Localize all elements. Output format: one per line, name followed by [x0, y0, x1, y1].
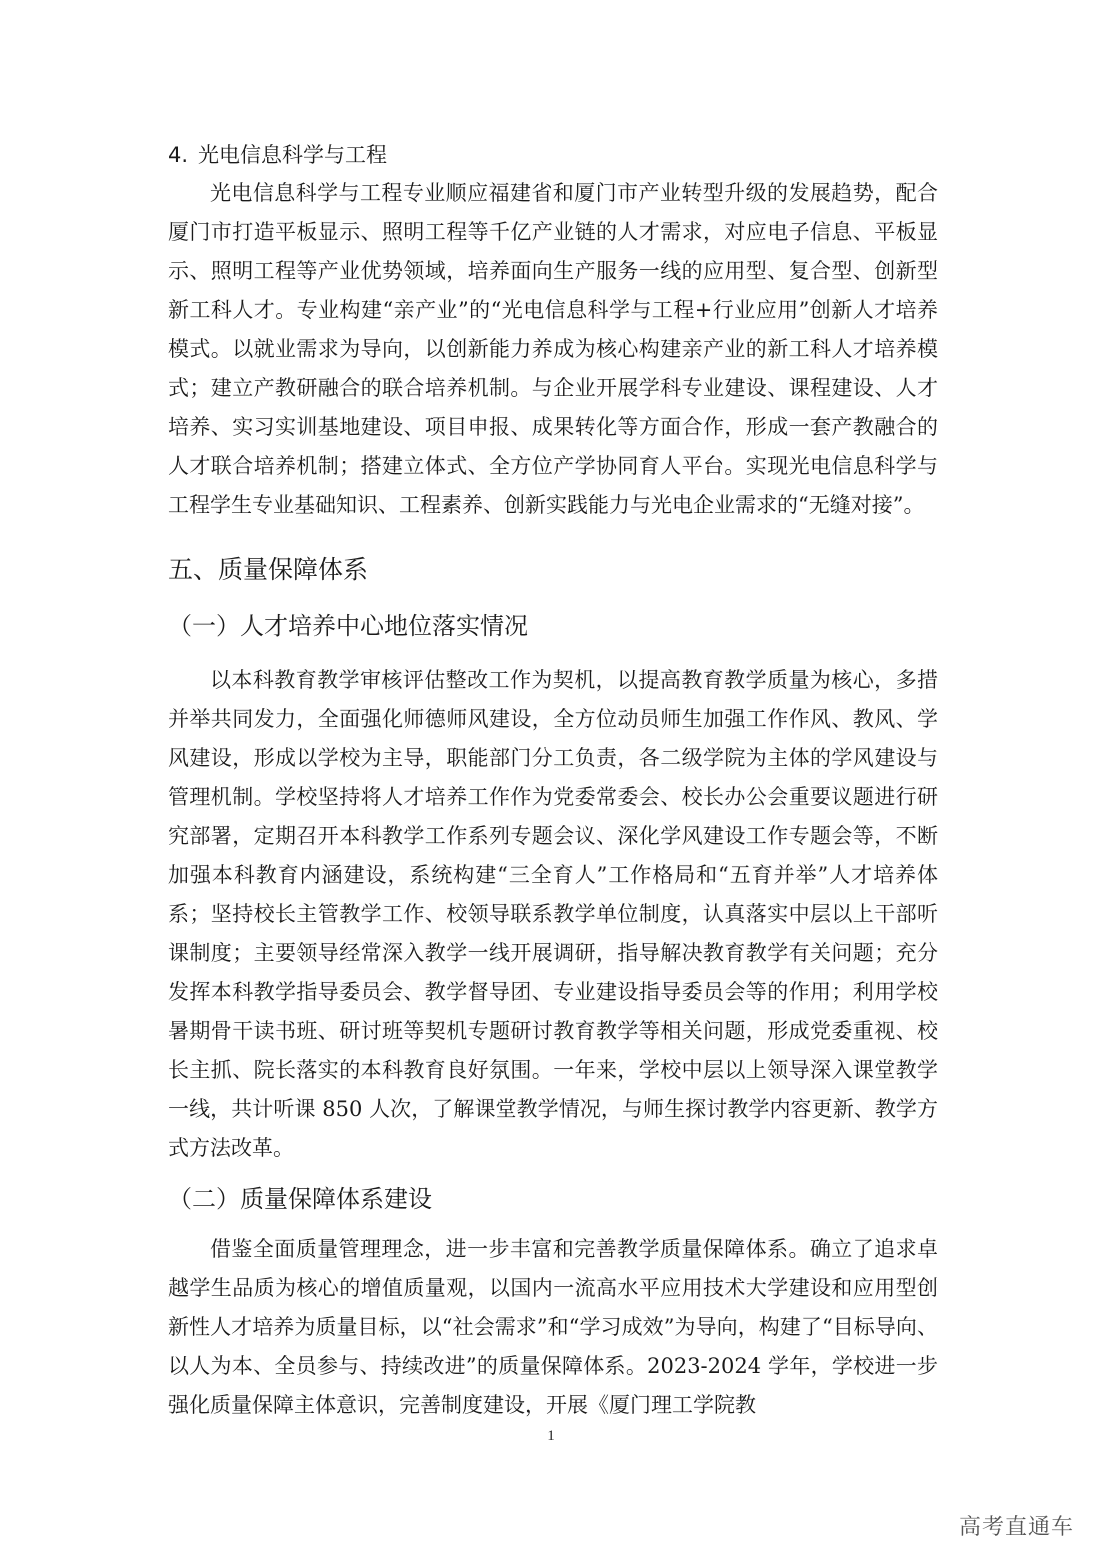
- subsection-number: 4.: [168, 143, 189, 167]
- page-number: 1: [547, 1428, 555, 1444]
- subsection-heading-4: [168, 138, 938, 172]
- subsection-heading-quality-system: （二）质量保障体系建设: [168, 1185, 432, 1213]
- chapter-heading-quality-assurance: 五、质量保障体系: [168, 555, 369, 584]
- subsection-heading-talent-cultivation: （一）人才培养中心地位落实情况: [168, 612, 528, 640]
- subsection-title: 光电信息科学与工程: [198, 143, 388, 167]
- paragraph-optoelectronics: 光电信息科学与工程专业顺应福建省和厦门市产业转型升级的发展趋势，配合厦门市打造平板显示、照明工程等千亿产业链的人才需求，对应电子信息、平板显示、照明工程等产业优势领域，培养面向生产服务一线的应用型、复合型、创新型新工科人才。专业构建“亲产业”的“光电信息科学与工程+行业应用”创新人才培养模式。以就业需求为导向，以创新能力养成为核心构建亲产业的新工科人才培养模式；建立产教研融合的联合培养机制。与企业开展学科专业建设、课程建设、人才培养、实习实训基地建设、项目申报、成果转化等方面合作，形成一套产教融合的人才联合培养机制；搭建立体式、全方位产学协同育人平台。实现光电信息科学与工程学生专业基础知识、工程素养、创新实践能力与光电企业需求的“无缝对接”。: [168, 181, 938, 517]
- paragraph-talent-cultivation: 以本科教育教学审核评估整改工作为契机，以提高教育教学质量为核心，多措并举共同发力，全面强化师德师风建设，全方位动员师生加强工作作风、教风、学风建设，形成以学校为主导，职能部门分工负责，各二级学院为主体的学风建设与管理机制。学校坚持将人才培养工作作为党委常委会、校长办公会重要议题进行研究部署，定期召开本科教学工作系列专题会议、深化学风建设工作专题会等，不断加强本科教育内涵建设，系统构建“三全育人”工作格局和“五育并举”人才培养体系；坚持校长主管教学工作、校领导联系教学单位制度，认真落实中层以上干部听课制度；主要领导经常深入教学一线开展调研，指导解决教育教学有关问题；充分发挥本科教学指导委员会、教学督导团、专业建设指导委员会等的作用；利用学校暑期骨干读书班、研讨班等契机专题研讨教育教学等相关问题，形成党委重视、校长主抓、院长落实的本科教育良好氛围。一年来，学校中层以上领导深入课堂教学一线，共计听课 850 人次，了解课堂教学情况，与师生探讨教学内容更新、教学方式方法改革。: [168, 668, 938, 1160]
- watermark: 高考直通车: [958, 1515, 1074, 1540]
- paragraph-quality-system: 借鉴全面质量管理理念，进一步丰富和完善教学质量保障体系。确立了追求卓越学生品质为核心的增值质量观，以国内一流高水平应用技术大学建设和应用型创新性人才培养为质量目标，以“社会需求”和“学习成效”为导向，构建了“目标导向、以人为本、全员参与、持续改进”的质量保障体系。2023-2024 学年，学校进一步强化质量保障主体意识，完善制度建设，开展《厦门理工学院教: [168, 1237, 938, 1417]
- document-body: [168, 138, 938, 1425]
